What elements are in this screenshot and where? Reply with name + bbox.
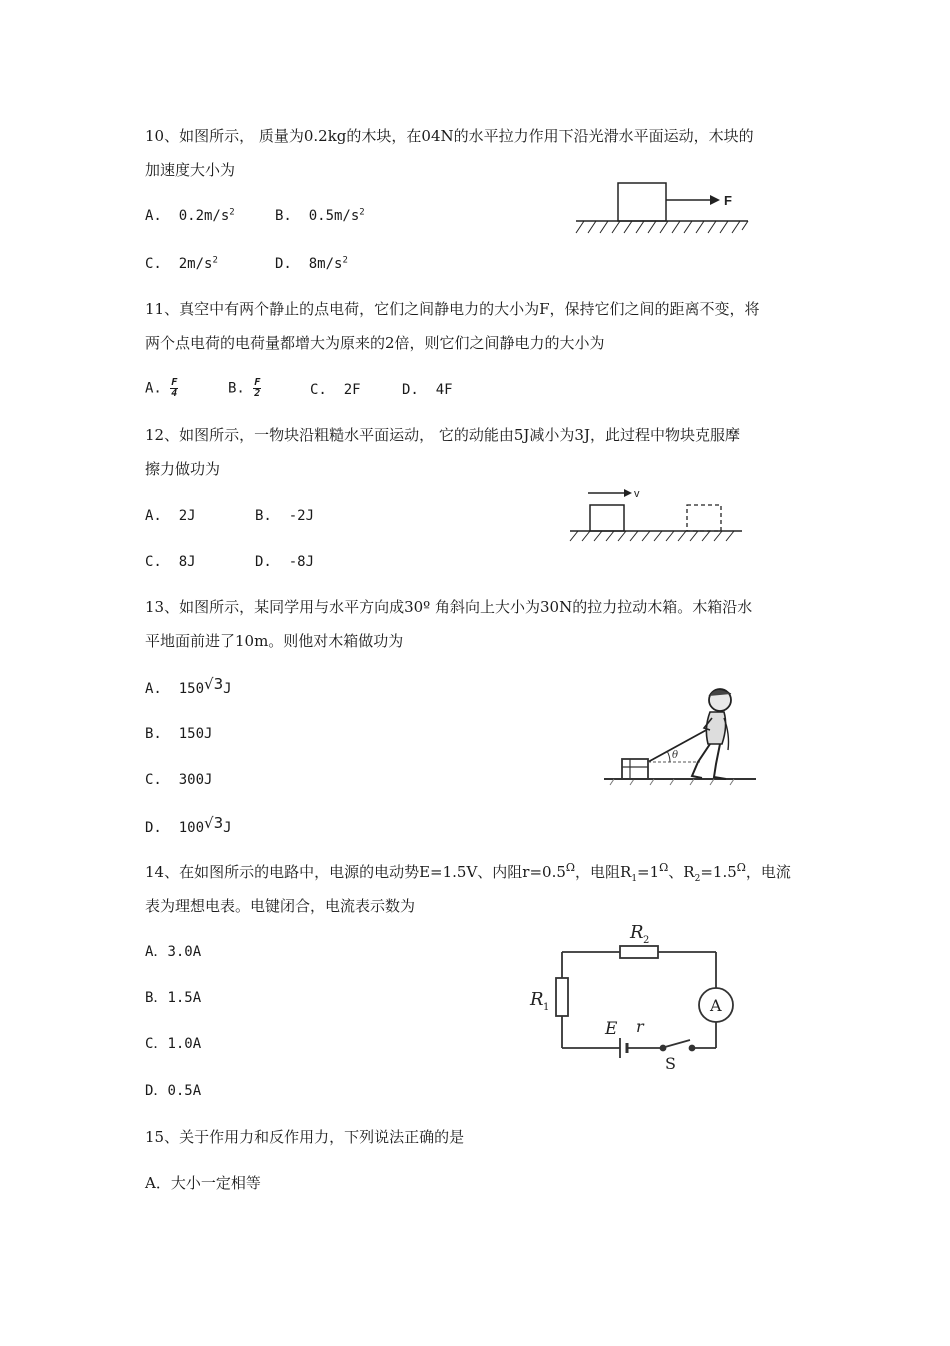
q13-stem-line1: 13、如图所示，某同学用与水平方向成30º 角斜向上大小为30N的拉力拉动木箱。木箱沿水 — [145, 598, 753, 616]
q15-option-a[interactable]: A．大小一定相等 — [145, 1174, 261, 1192]
q12-velocity-label: v — [634, 488, 640, 500]
q10-force-label: F — [724, 193, 732, 208]
q11-stem-line2: 两个点电荷的电荷量都增大为原来的2倍，则它们之间静电力的大小为 — [145, 334, 605, 352]
q14-option-a[interactable]: A．3.0A — [145, 944, 202, 960]
q10-stem-line1: 10、如图所示， 质量为0.2kg的木块，在04N的水平拉力作用下沿光滑水平面运动，木块的 — [145, 127, 754, 145]
q11-option-a[interactable]: A. $\frac{F}{4}$ — [145, 377, 178, 399]
q14-option-b[interactable]: B．1.5A — [145, 990, 202, 1006]
q10-option-d[interactable]: D. $8m/s^2$ — [275, 255, 348, 272]
q10-option-a[interactable]: A. $0.2m/s^2$ — [145, 207, 235, 224]
q12-option-a[interactable]: A. 2J — [145, 508, 196, 524]
q10-option-b[interactable]: B. $0.5m/s^2$ — [275, 207, 365, 224]
q13-stem-line2: 平地面前进了10m。则他对木箱做功为 — [145, 632, 404, 650]
q13-pulling-figure — [600, 678, 760, 788]
q10-block-figure — [570, 178, 760, 240]
q13-angle-label: θ — [672, 750, 679, 761]
q14-option-c[interactable]: C．1.0A — [145, 1036, 202, 1052]
q10-option-c[interactable]: C. $2m/s^2$ — [145, 255, 218, 272]
q15-stem: 15、关于作用力和反作用力，下列说法正确的是 — [145, 1128, 465, 1146]
q14-stem-line2: 表为理想电表。电键闭合，电流表示数为 — [145, 897, 416, 915]
q14-emf-label: E — [605, 1019, 618, 1039]
q14-r2-label: R — [630, 922, 644, 943]
q14-r1-label: R — [530, 989, 544, 1010]
ammeter-icon: A — [710, 996, 722, 1015]
q14-r2-subscript: 2 — [643, 935, 650, 946]
q11-option-c[interactable]: C. 2F — [310, 382, 361, 398]
q12-block-figure — [566, 484, 746, 544]
q13-option-d[interactable]: D. 100√3J — [145, 814, 232, 836]
q12-option-c[interactable]: C. 8J — [145, 554, 196, 570]
q14-r1-subscript: 1 — [543, 1002, 550, 1013]
q11-option-d[interactable]: D. 4F — [402, 382, 453, 398]
q12-option-b[interactable]: B. -2J — [255, 508, 315, 524]
q12-stem-line1: 12、如图所示，一物块沿粗糙水平面运动， 它的动能由5J减小为3J，此过程中物块克服摩 — [145, 426, 740, 444]
q12-stem-line2: 擦力做功为 — [145, 460, 221, 478]
q11-option-b[interactable]: B. $\frac{F}{2}$ — [228, 377, 261, 399]
q13-option-b[interactable]: B. 150J — [145, 726, 213, 742]
q14-internal-resistance-label: r — [636, 1017, 644, 1036]
q14-stem-line1: 14、在如图所示的电路中，电源的电动势E=1.5V、内阻$r=0.5^\Omega$，电阻$R_1=1^\Omega$、$R_2=1.5^\Omega$，电流 — [145, 861, 791, 884]
q12-option-d[interactable]: D. -8J — [255, 554, 315, 570]
q14-option-d[interactable]: D．0.5A — [145, 1083, 202, 1099]
q13-option-a[interactable]: A. 150√3J — [145, 675, 232, 697]
q14-circuit-figure — [520, 912, 750, 1072]
q14-switch-label: S — [665, 1054, 676, 1073]
q11-stem-line1: 11、真空中有两个静止的点电荷，它们之间静电力的大小为F，保持它们之间的距离不变，将 — [145, 300, 760, 318]
q10-stem-line2: 加速度大小为 — [145, 161, 236, 179]
q13-option-c[interactable]: C. 300J — [145, 772, 213, 788]
